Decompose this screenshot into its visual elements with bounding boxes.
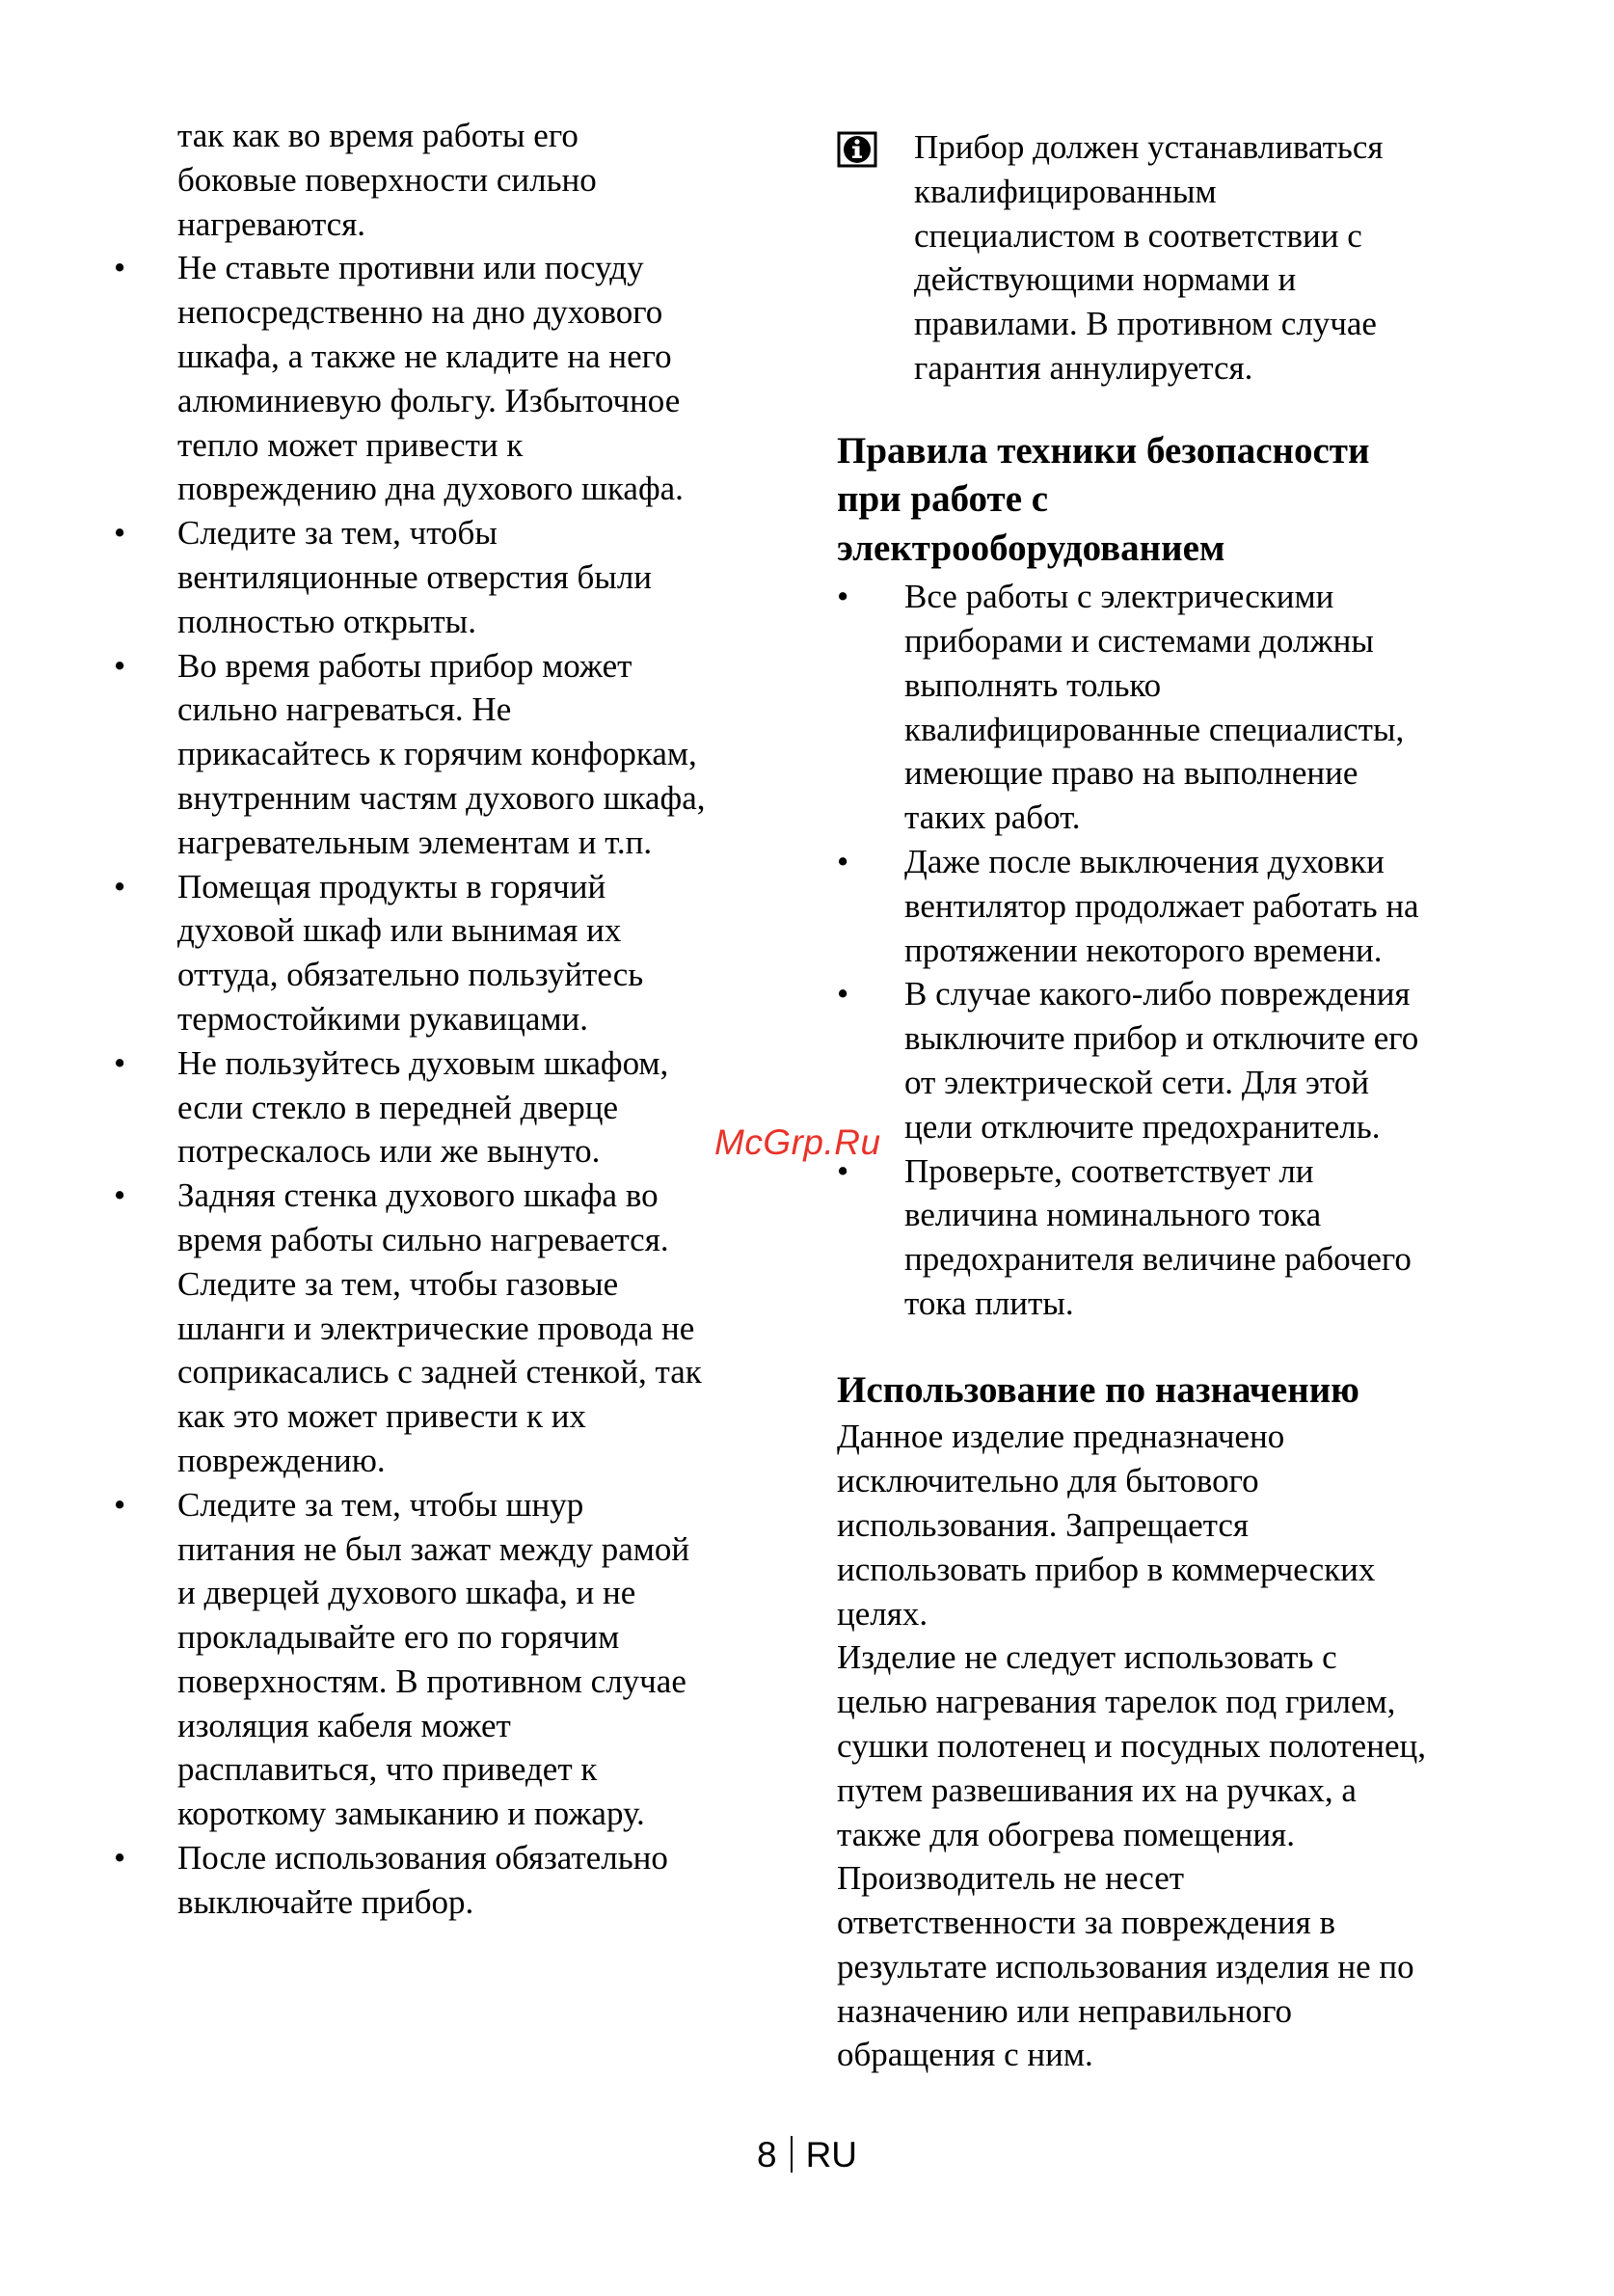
bullet-text-line: как это может привести к их <box>177 1397 586 1436</box>
watermark: McGrp.Ru <box>714 1122 881 1162</box>
bullet-text-line: повреждению дна духового шкафа. <box>177 470 684 508</box>
bullet-item <box>114 1174 798 1483</box>
bullet-text-line: прокладывайте его по горячим <box>177 1618 620 1657</box>
bullet-item <box>114 644 798 865</box>
bullet-item <box>114 865 798 1041</box>
bullet-text-line: Все работы с электрическими <box>904 578 1334 616</box>
footer-separator <box>791 2136 793 2173</box>
info-note-text <box>914 125 1531 391</box>
bullet-text-line: В случае какого-либо повреждения <box>904 975 1411 1013</box>
bullet-text-line: квалифицированные специалисты, <box>904 710 1405 748</box>
page-number: 8 <box>756 2135 777 2174</box>
bullet-text-line: Не пользуйтесь духовым шкафом, <box>177 1043 669 1082</box>
text-line: действующими нормами и <box>914 260 1297 299</box>
bullet-text-line: от электрической сети. Для этой <box>904 1064 1370 1102</box>
bullet-text-line: Помещая продукты в горячий <box>177 867 606 905</box>
bullet-text-line: полностью открыты. <box>177 602 476 640</box>
bullet-text-line: выключайте прибор. <box>177 1882 474 1921</box>
text-line: Производитель не несет <box>837 1859 1185 1898</box>
bullet-text-line: расплавиться, что приведет к <box>177 1750 598 1789</box>
bullet-text-line: величина номинального тока <box>904 1196 1322 1234</box>
bullet-item <box>114 1483 798 1836</box>
bullet-text-line: вентиляционные отверстия были <box>177 557 653 596</box>
bullet-item <box>114 1041 798 1174</box>
bullet-text-line: выключите прибор и отключите его <box>904 1019 1419 1058</box>
bullet-text-line: цели отключите предохранитель. <box>904 1107 1381 1146</box>
bullet-text-line: предохранителя величине рабочего <box>904 1240 1412 1279</box>
info-icon <box>837 131 877 168</box>
bullet-text-line: Задняя стенка духового шкафа во <box>177 1176 659 1215</box>
bullet-item <box>837 972 1531 1148</box>
bullet-text-line: Во время работы прибор может <box>177 646 632 685</box>
bullet-text-line: шланги и электрические провода не <box>177 1309 695 1347</box>
bullet-text-line: После использования обязательно <box>177 1839 668 1877</box>
bullet-item <box>114 1836 798 1925</box>
text-line: сушки полотенец и посудных полотенец, <box>837 1726 1426 1765</box>
text-line: результате использования изделия не по <box>837 1947 1414 1985</box>
bullet-marker: • <box>114 867 126 905</box>
page-footer <box>0 2133 1614 2177</box>
continued-text <box>114 114 798 246</box>
bullet-text-line: время работы сильно нагревается. <box>177 1220 669 1258</box>
bullet-text-line: алюминиевую фольгу. Избыточное <box>177 381 681 419</box>
bullet-text-line: протяжении некоторого времени. <box>904 931 1383 969</box>
bullet-text-line: Следите за тем, чтобы шнур <box>177 1485 584 1524</box>
bullet-text-line: повреждению. <box>177 1441 386 1479</box>
bullet-text-line: термостойкими рукавицами. <box>177 999 588 1038</box>
bullet-text-line: сильно нагреваться. Не <box>177 690 512 729</box>
bullet-text-line: тепло может привести к <box>177 425 524 464</box>
bullet-text-line: духовой шкаф или вынимая их <box>177 911 622 950</box>
text-line: также для обогрева помещения. <box>837 1815 1295 1853</box>
heading-line: Использование по назначению <box>837 1368 1359 1411</box>
bullet-text-line: если стекло в передней дверце <box>177 1088 619 1126</box>
text-line: использования. Запрещается <box>837 1505 1249 1544</box>
bullet-text-line: прикасайтесь к горячим конфоркам, <box>177 735 697 773</box>
bullet-text-line: шкафа, а также не кладите на него <box>177 337 672 375</box>
bullet-marker: • <box>114 646 126 685</box>
bullet-item <box>837 575 1531 840</box>
text-line: исключительно для бытового <box>837 1462 1259 1500</box>
bullet-marker: • <box>837 843 849 881</box>
text-line: специалистом в соответствии с <box>914 216 1362 255</box>
bullet-text-line: поверхностям. В противном случае <box>177 1661 686 1700</box>
text-line: ответственности за повреждения в <box>837 1904 1336 1942</box>
text-line: боковые поверхности сильно <box>177 160 597 199</box>
bullet-marker: • <box>837 1151 849 1190</box>
bullet-text-line: таких работ. <box>904 798 1081 837</box>
section-heading-intended-use <box>837 1366 1531 1416</box>
text-line: обращения с ним. <box>837 2036 1093 2074</box>
page-language: RU <box>805 2135 858 2174</box>
text-line: квалифицированным <box>914 172 1217 210</box>
left-column <box>114 114 798 1925</box>
bullet-text-line: Даже после выключения духовки <box>904 843 1385 881</box>
bullet-marker: • <box>114 1043 126 1082</box>
bullet-text-line: имеющие право на выполнение <box>904 754 1358 793</box>
bullet-text-line: Следите за тем, чтобы газовые <box>177 1264 619 1303</box>
text-line: гарантия аннулируется. <box>914 348 1253 387</box>
bullet-item <box>114 246 798 511</box>
bullet-text-line: нагревательным элементам и т.п. <box>177 823 653 861</box>
bullet-marker: • <box>837 975 849 1013</box>
bullet-marker: • <box>114 249 126 287</box>
bullet-text-line: непосредственно на дно духового <box>177 293 663 332</box>
bullet-text-line: Не ставьте противни или посуду <box>177 249 644 287</box>
bullet-marker: • <box>114 1485 126 1524</box>
heading-line: Правила техники безопасности <box>837 429 1370 472</box>
bullet-text-line: питания не был зажат между рамой <box>177 1529 690 1568</box>
bullet-text-line: короткому замыканию и пожару. <box>177 1795 645 1833</box>
bullet-marker: • <box>837 578 849 616</box>
bullet-item <box>837 840 1531 972</box>
bullet-text-line: оттуда, обязательно пользуйтесь <box>177 956 644 994</box>
section-heading-electrical-safety <box>837 427 1531 574</box>
text-line: нагреваются. <box>177 204 366 243</box>
bullet-item <box>114 511 798 643</box>
bullet-text-line: потрескалось или же вынуто. <box>177 1132 601 1171</box>
text-line: использовать прибор в коммерческих <box>837 1550 1376 1588</box>
text-line: Данное изделие предназначено <box>837 1418 1285 1456</box>
bullet-text-line: и дверцей духового шкафа, и не <box>177 1574 636 1612</box>
left-bullet-list <box>114 246 798 1924</box>
info-note <box>837 125 1531 391</box>
text-line: назначению или неправильного <box>837 1991 1293 2030</box>
bullet-text-line: вентилятор продолжает работать на <box>904 886 1419 925</box>
text-line: Прибор должен устанавливаться <box>914 128 1384 166</box>
bullet-item <box>837 1149 1531 1326</box>
bullet-marker: • <box>114 1176 126 1215</box>
text-line: Изделие не следует использовать с <box>837 1638 1337 1677</box>
electrical-safety-list <box>837 575 1531 1326</box>
heading-line: электрооборудованием <box>837 527 1225 569</box>
intended-use-paragraph <box>837 1415 1531 2077</box>
bullet-text-line: выполнять только <box>904 665 1162 704</box>
text-line: правилами. В противном случае <box>914 305 1377 343</box>
bullet-marker: • <box>114 514 126 553</box>
bullet-marker: • <box>114 1839 126 1877</box>
right-column <box>837 114 1531 2077</box>
bullet-text-line: тока плиты. <box>904 1284 1074 1323</box>
text-line: целях. <box>837 1594 928 1633</box>
bullet-text-line: Следите за тем, чтобы <box>177 514 498 553</box>
text-line: так как во время работы его <box>177 117 578 154</box>
bullet-text-line: соприкасались с задней стенкой, так <box>177 1353 702 1391</box>
text-line: целью нагревания тарелок под грилем, <box>837 1683 1396 1721</box>
bullet-text-line: изоляция кабеля может <box>177 1706 511 1744</box>
heading-line: при работе с <box>837 478 1049 521</box>
bullet-text-line: Проверьте, соответствует ли <box>904 1151 1314 1190</box>
bullet-text-line: приборами и системами должны <box>904 622 1374 661</box>
text-line: путем развешивания их на ручках, а <box>837 1770 1357 1809</box>
bullet-text-line: внутренним частям духового шкафа, <box>177 778 706 817</box>
